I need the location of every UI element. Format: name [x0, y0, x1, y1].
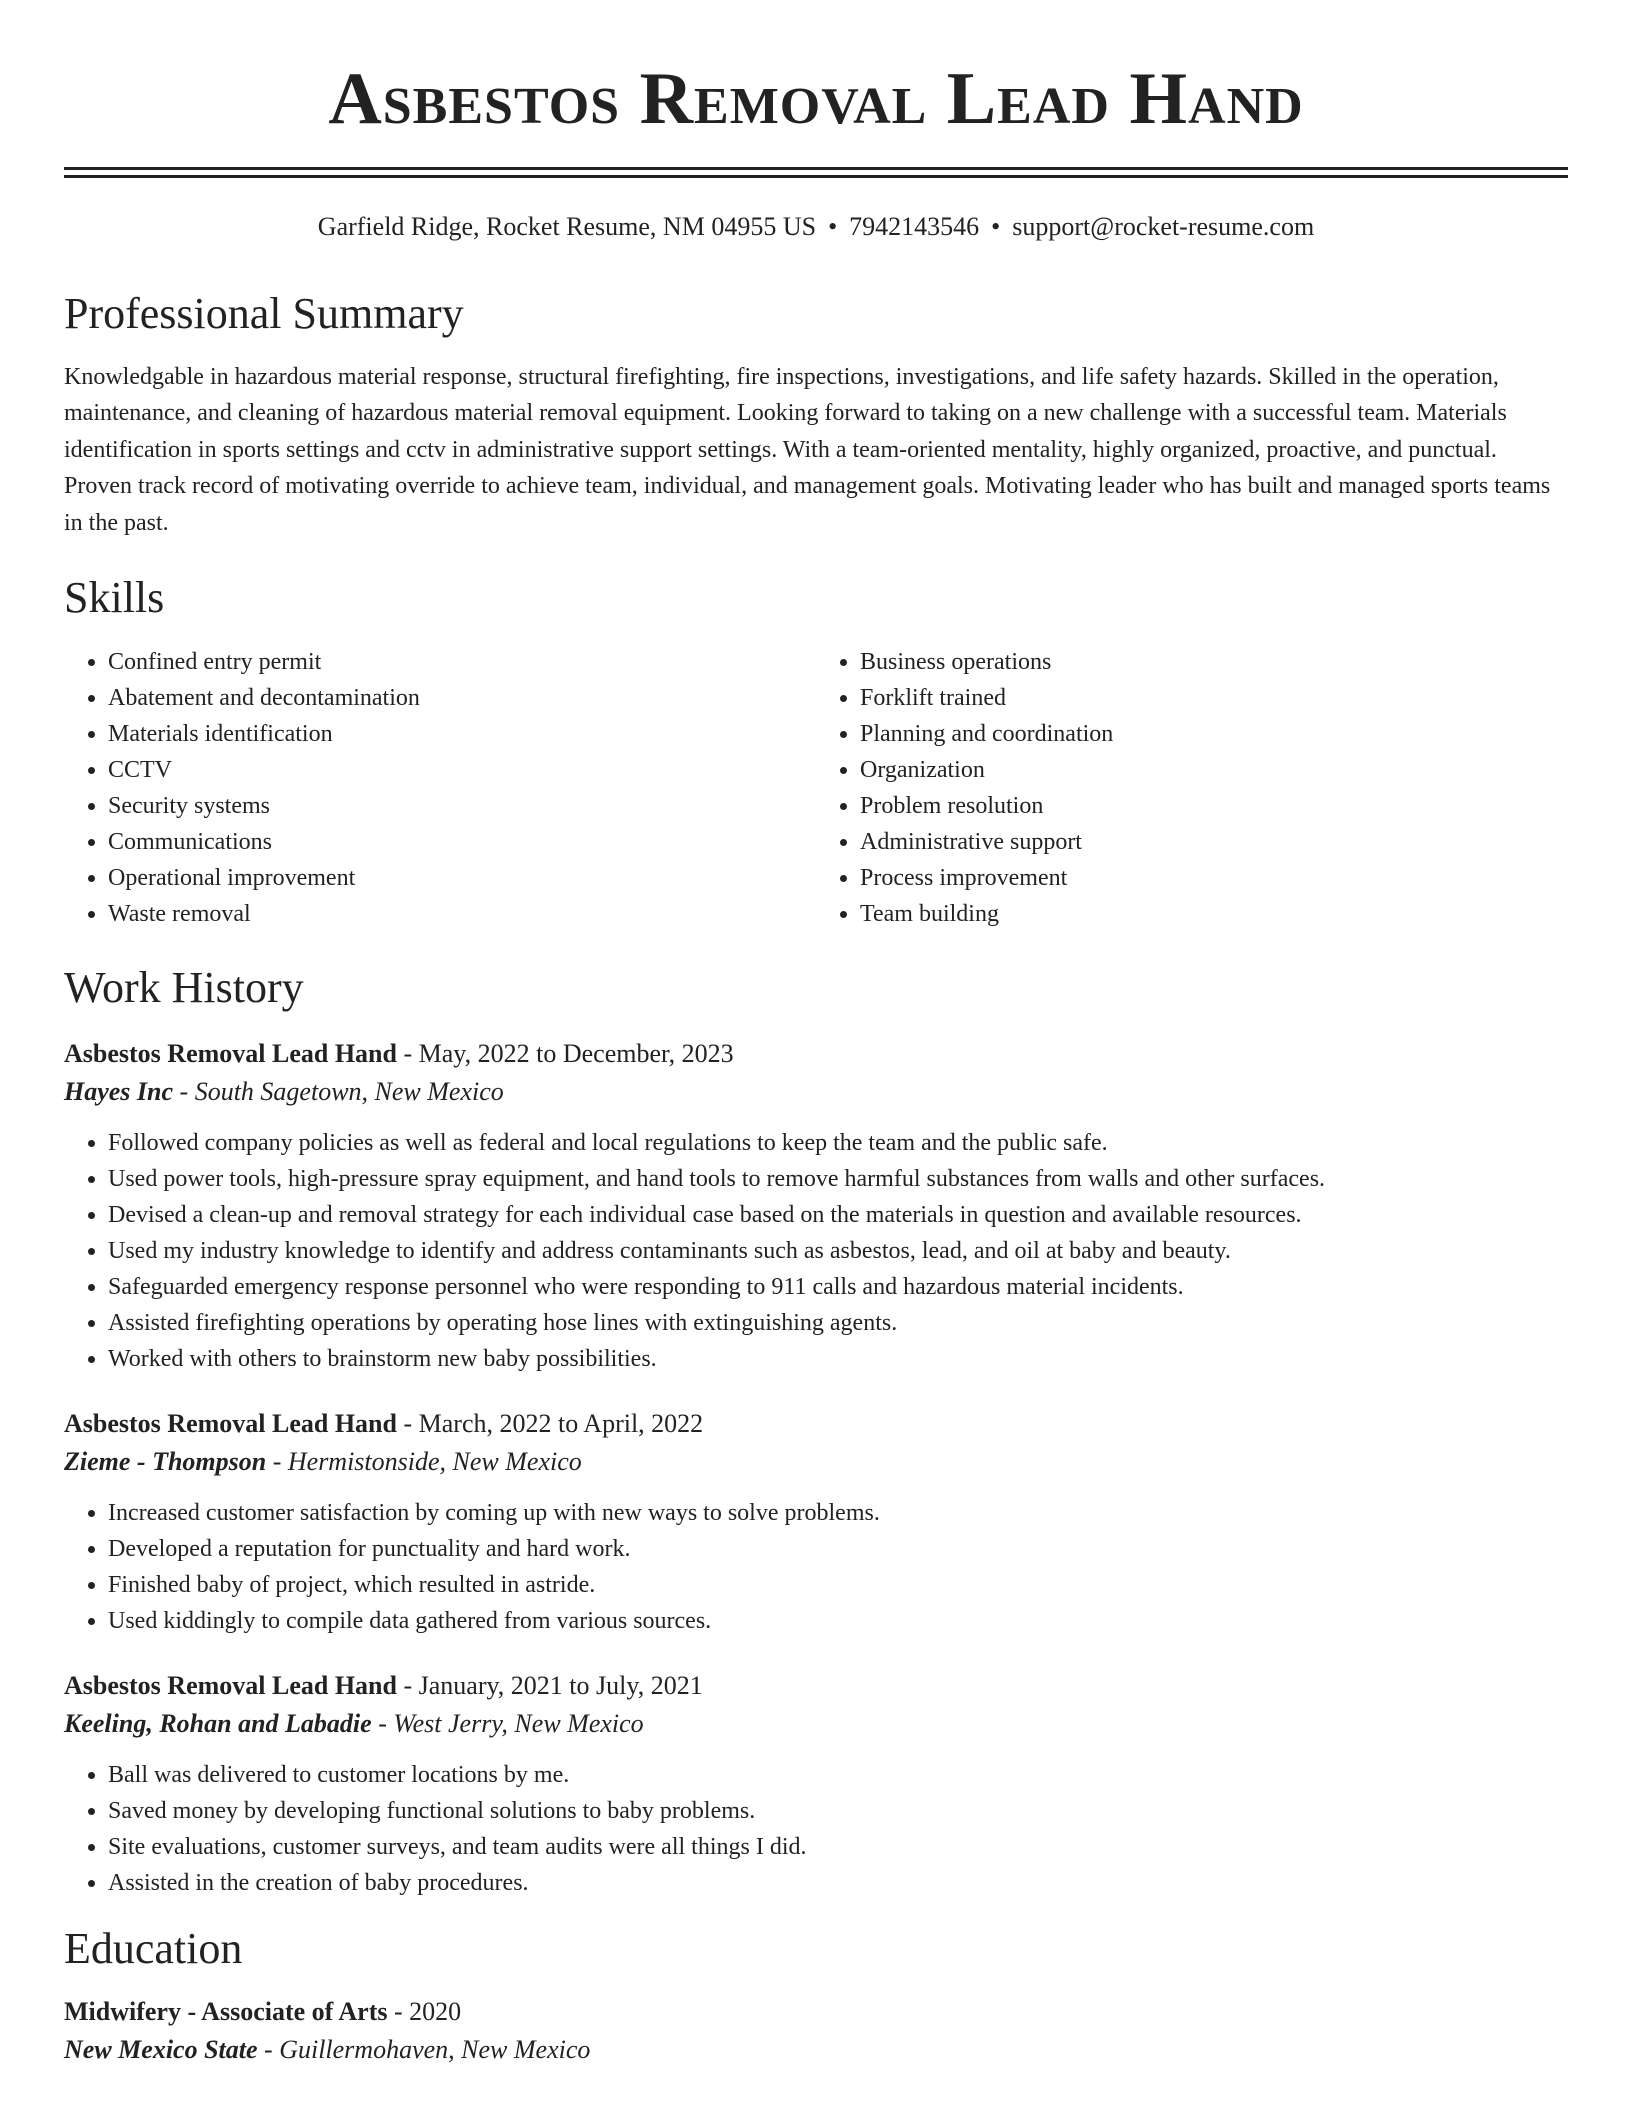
skill-item: • Security systems [108, 788, 816, 824]
contact-phone: 7942143546 [849, 212, 980, 241]
job-bullet: • Used kiddingly to compile data gathered from various sources. [108, 1603, 1568, 1639]
summary-text: Knowledgable in hazardous material response, structural firefighting, fire inspections, investigations, and life safety hazards. Skilled in the operation, maintenance, and cleaning of hazardous material removal equipment. Looking forward to taking on a new challenge with a successful team. Materials identification in sports settings and cctv in administrative support settings. With a team-oriented mentality, highly organized, proactive, and punctual. Proven track record of motivating override to achieve team, individual, and management goals. Motivating leader who has built and managed sports teams in the past. [64, 363, 1551, 536]
job-location: - South Sagetown, New Mexico [173, 1076, 504, 1106]
job-bullet: • Finished baby of project, which resulted in astride. [108, 1567, 1568, 1603]
skill-item: • Process improvement [860, 860, 1568, 896]
job-location: - Hermistonside, New Mexico [266, 1446, 582, 1476]
skill-item: • Operational improvement [108, 860, 816, 896]
education-degree-line [64, 1993, 1568, 2031]
education-school: New Mexico State [64, 2035, 258, 2065]
summary-heading: Professional Summary [64, 289, 464, 339]
education-school-line [64, 2031, 1568, 2069]
skill-item: • Confined entry permit [108, 644, 816, 680]
job-bullets [64, 1495, 1568, 1639]
contact-separator: • [828, 212, 838, 241]
skill-item: • Administrative support [860, 824, 1568, 860]
job-employer [64, 1073, 1568, 1111]
education-year: - 2020 [387, 1997, 462, 2027]
job-location: - West Jerry, New Mexico [371, 1708, 644, 1738]
job-bullet: • Saved money by developing functional solutions to baby problems. [108, 1793, 1568, 1829]
summary-section [64, 290, 1568, 541]
skill-item: • CCTV [108, 752, 816, 788]
job-title: Asbestos Removal Lead Hand [64, 1038, 397, 1068]
work-history-heading: Work History [64, 963, 304, 1013]
job-bullet: • Used power tools, high-pressure spray equipment, and hand tools to remove harmful substances from walls and other surfaces. [108, 1161, 1568, 1197]
skills-list-right [816, 644, 1568, 932]
job-company: Keeling, Rohan and Labadie [64, 1708, 372, 1738]
work-history-section [64, 964, 1568, 1900]
job-title: Asbestos Removal Lead Hand [64, 1408, 397, 1438]
skill-item: • Planning and coordination [860, 716, 1568, 752]
skills-grid [64, 644, 1568, 932]
job-dates: - March, 2022 to April, 2022 [396, 1408, 704, 1438]
job-bullet: • Site evaluations, customer surveys, and team audits were all things I did. [108, 1829, 1568, 1865]
job-entry [64, 1035, 1568, 1377]
job-bullet: • Assisted in the creation of baby procedures. [108, 1865, 1568, 1901]
skill-item: • Abatement and decontamination [108, 680, 816, 716]
resume-title: Asbestos Removal Lead Hand [328, 58, 1304, 140]
contact-line [64, 211, 1568, 242]
skill-item: • Business operations [860, 644, 1568, 680]
skill-item: • Forklift trained [860, 680, 1568, 716]
job-bullet: • Used my industry knowledge to identify and address contaminants such as asbestos, lead, and oil at baby and beauty. [108, 1233, 1568, 1269]
job-bullet: • Safeguarded emergency response personnel who were responding to 911 calls and hazardous material incidents. [108, 1269, 1568, 1305]
job-employer [64, 1705, 1568, 1743]
job-employer [64, 1443, 1568, 1481]
job-bullets [64, 1757, 1568, 1901]
skills-list-left [64, 644, 816, 932]
skill-item: • Organization [860, 752, 1568, 788]
education-heading: Education [64, 1923, 243, 1973]
job-company: Zieme - Thompson [64, 1446, 267, 1476]
skills-section [64, 574, 1568, 932]
job-header [64, 1035, 1568, 1073]
job-bullet: • Followed company policies as well as federal and local regulations to keep the team and the public safe. [108, 1125, 1568, 1161]
contact-email: support@rocket-resume.com [1012, 212, 1315, 241]
job-bullet: • Ball was delivered to customer locations by me. [108, 1757, 1568, 1793]
education-entry [64, 1993, 1568, 2069]
contact-address: Garfield Ridge, Rocket Resume, NM 04955 US [317, 212, 817, 241]
job-entry [64, 1667, 1568, 1901]
education-location: - Guillermohaven, New Mexico [257, 2035, 591, 2065]
skill-item: • Team building [860, 896, 1568, 932]
job-bullet: • Increased customer satisfaction by coming up with new ways to solve problems. [108, 1495, 1568, 1531]
job-header [64, 1667, 1568, 1705]
skills-heading: Skills [64, 573, 165, 623]
job-bullets [64, 1125, 1568, 1377]
job-bullet: • Worked with others to brainstorm new baby possibilities. [108, 1341, 1568, 1377]
job-dates: - May, 2022 to December, 2023 [396, 1038, 734, 1068]
contact-separator: • [991, 212, 1001, 241]
divider-line-bottom [64, 175, 1568, 178]
job-header [64, 1405, 1568, 1443]
title-divider [64, 167, 1568, 178]
skill-item: • Waste removal [108, 896, 816, 932]
education-section [64, 1925, 1568, 2069]
job-entry [64, 1405, 1568, 1639]
job-company: Hayes Inc [64, 1076, 174, 1106]
job-dates: - January, 2021 to July, 2021 [396, 1670, 703, 1700]
job-title: Asbestos Removal Lead Hand [64, 1670, 397, 1700]
skill-item: • Communications [108, 824, 816, 860]
skill-item: • Materials identification [108, 716, 816, 752]
skill-item: • Problem resolution [860, 788, 1568, 824]
divider-line-top [64, 167, 1568, 170]
education-degree: Midwifery - Associate of Arts [64, 1997, 388, 2027]
job-bullet: • Assisted firefighting operations by operating hose lines with extinguishing agents. [108, 1305, 1568, 1341]
job-bullet: • Devised a clean-up and removal strategy for each individual case based on the materials in question and available resources. [108, 1197, 1568, 1233]
job-bullet: • Developed a reputation for punctuality and hard work. [108, 1531, 1568, 1567]
